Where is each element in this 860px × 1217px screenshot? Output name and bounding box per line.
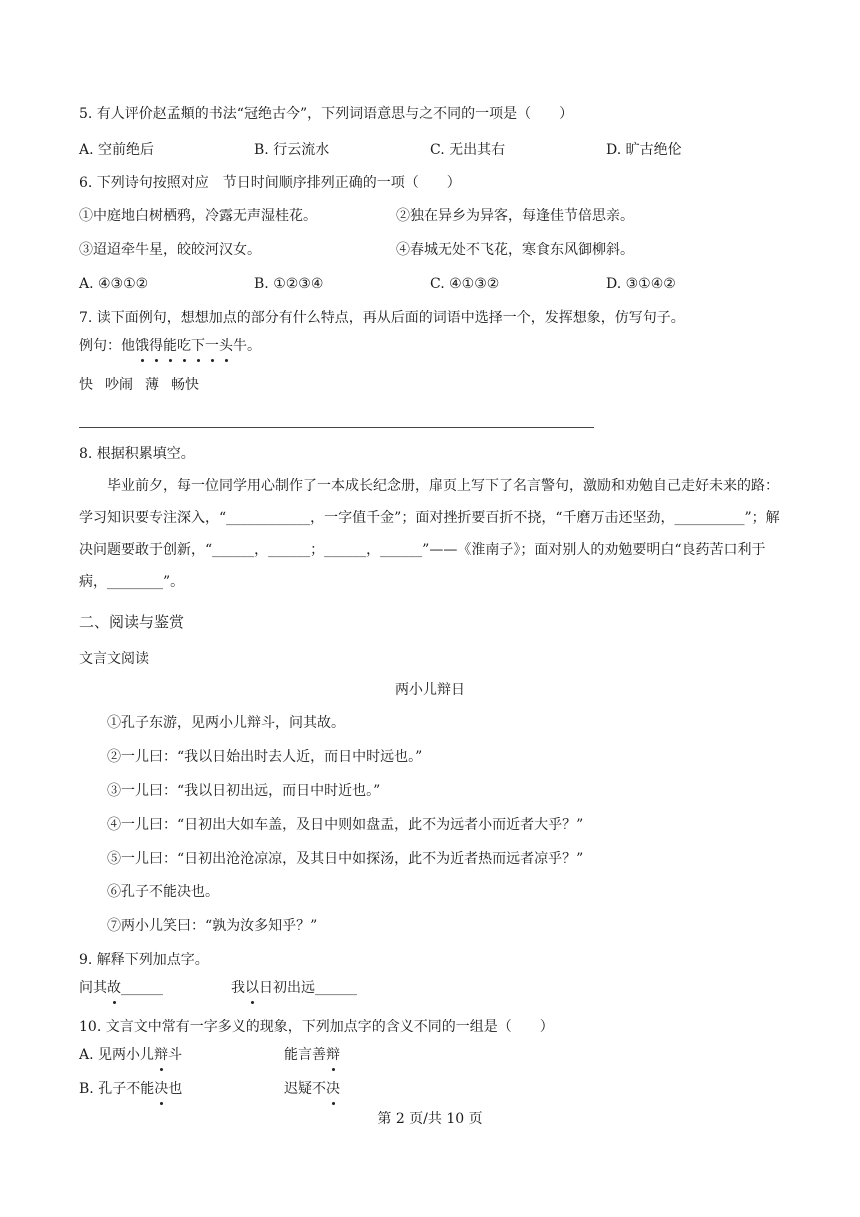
q10-a-post: 斗 [168,1047,183,1063]
passage-line: ①孔子东游，见两小儿辩斗，问其故。 [107,715,345,731]
q7-word: 畅快 [171,377,199,393]
q8-stem: 8. 根据积累填空。 [79,446,195,462]
q7-dotted-char: 吃 [177,338,191,354]
q6-option-a: A. ④③①② [79,276,149,292]
q9-item-1-dotted: 故 [107,980,121,996]
q10-b-dotted: 决 [154,1081,169,1097]
q9-item-2-dotted: 以 [245,980,259,996]
q9-item-1 [79,978,231,998]
q10-a-right-dotted: 辩 [326,1047,340,1063]
passage-line: ⑥孔子不能决也。 [107,884,219,900]
q10-a-right-text: 能言善 [284,1047,326,1063]
q5-option-d: D. 旷古绝伦 [606,142,682,158]
passage-line: ⑤一儿曰：“日初出沧沧凉凉，及其日中如探汤，此不为近者热而远者凉乎？” [107,851,584,867]
q10-option-b-right [284,1081,340,1097]
q9-item-1-text: 问其 [79,980,107,996]
passage-line: ⑦两小儿笑曰：“孰为汝多知乎？” [107,918,318,934]
q6-option-c: C. ④①③② [430,276,500,292]
q6-poems-row1 [79,206,634,226]
q6-option-b: B. ①②③④ [254,276,324,292]
q6-options [79,274,676,294]
q6-option-d: D. ③①④② [606,276,676,292]
q9-stem: 9. 解释下列加点字。 [79,952,209,968]
q6-poems-row2 [79,240,634,260]
q5-stem: 5. 有人评价赵孟頫的书法“冠绝古今”，下列词语意思与之不同的一项是（ ） [79,106,574,122]
q10-option-a-right [284,1047,340,1063]
q9-item-2 [231,980,357,996]
q10-option-b [79,1079,340,1099]
q7-example-suffix: 牛。 [233,338,261,354]
q10-a-dotted: 辩 [154,1047,169,1063]
q7-dotted-char: 能 [163,338,177,354]
q7-answer-line [79,427,594,428]
q7-dotted-char: 头 [219,338,233,354]
q6-stem: 6. 下列诗句按照对应 节日时间顺序排列正确的一项（ ） [79,175,461,191]
q10-option-a [79,1045,340,1065]
q9-item-1-blank: ______ [121,980,163,996]
q10-a-label: A. 见两小儿 [79,1047,155,1063]
q6-poem-2: ②独在异乡为异客，每逢佳节倍思亲。 [396,208,634,224]
q5-option-b: B. 行云流水 [254,142,330,158]
q7-dotted-char: 下 [191,338,205,354]
q9-items [79,978,357,998]
q10-option-b-left [79,1079,284,1099]
q8-paragraph [79,470,783,598]
q6-poem-3: ③迢迢牵牛星，皎皎河汉女。 [79,242,261,258]
q5-option-c: C. 无出其右 [430,142,506,158]
q7-example-prefix: 例句：他 [79,338,135,354]
q7-word: 薄 [145,377,159,393]
q7-word: 快 [79,377,93,393]
q6-poem-4: ④春城无处不飞花，寒食东风御柳斜。 [396,242,634,258]
q7-dotted-char: 得 [149,338,163,354]
q7-word: 吵闹 [105,377,133,393]
q8-paragraph-text: 毕业前夕，每一位同学用心制作了一本成长纪念册，扉页上写下了名言警句，激励和劝勉自己走好未来的路：学习知识要专注深入，“____________，一字值千金”；面对挫折要百折不挠，“千磨万击还坚劲，__________”；解决问题要敢于创新，“______，______；______，______”——《淮南子》；面对别人的劝勉要明白“良药苦口利于病，________”。 [79,478,780,590]
q7-stem: 7. 读下面例句，想想加点的部分有什么特点，再从后面的词语中选择一个，发挥想象，仿写句子。 [79,310,685,326]
q7-dotted-char: 一 [205,338,219,354]
q10-b-right-dotted: 决 [326,1081,340,1097]
passage-title: 两小儿辩日 [395,682,465,698]
q7-dotted-char: 饿 [135,338,149,354]
passage-line: ②一儿曰：“我以日始出时去人近，而日中时远也。” [107,749,423,765]
q5-option-a: A. 空前绝后 [79,142,155,158]
q10-option-a-left [79,1045,284,1065]
q7-example [79,336,261,356]
page-footer: 第 2 页/共 10 页 [377,1111,483,1127]
q10-stem: 10. 文言文中常有一字多义的现象，下列加点字的含义不同的一组是（ ） [79,1019,554,1035]
passage-line: ③一儿曰：“我以日初出远，而日中时近也。” [107,783,381,799]
q5-options [79,140,682,160]
q7-word-list [79,375,199,395]
passage-line: ④一儿曰：“日初出大如车盖，及日中则如盘盂，此不为远者小而近者大乎？” [107,817,584,833]
q10-b-label: B. 孔子不能 [79,1081,155,1097]
q10-b-post: 也 [168,1081,183,1097]
subsection-title: 文言文阅读 [79,651,149,667]
q10-b-right-text: 迟疑不 [284,1081,326,1097]
q9-item-2-blank: ______ [315,980,357,996]
q6-poem-1: ①中庭地白树栖鸦，冷露无声湿桂花。 [79,208,317,224]
q9-item-2-text: 日初出远 [259,980,315,996]
q9-item-2-text: 我 [231,980,245,996]
section-title: 二、阅读与鉴赏 [79,613,185,631]
